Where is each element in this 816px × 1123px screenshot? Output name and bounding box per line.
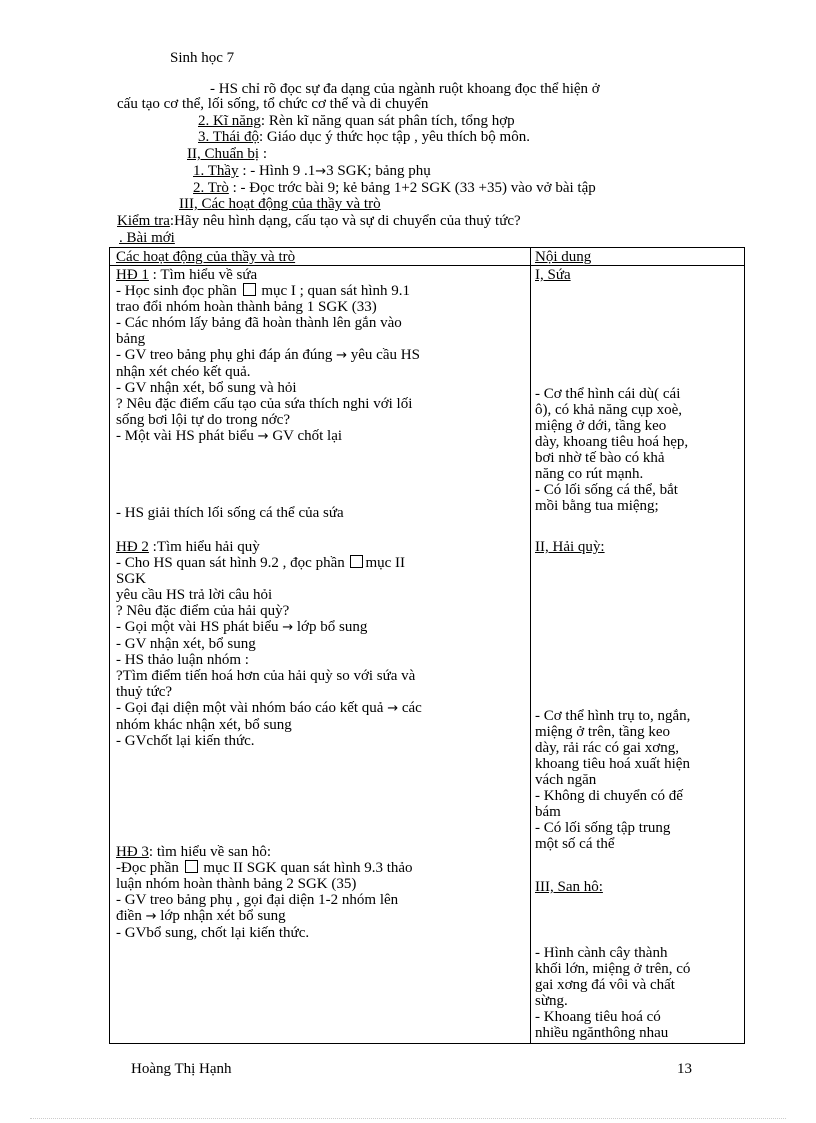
- hd2-text: - GVchốt lại kiến thức.: [116, 733, 255, 749]
- hd1-text: - Một vài HS phát biểu: [116, 428, 258, 444]
- check-line: [117, 213, 521, 230]
- hd2-text: yêu cầu HS trả lời câu hỏi: [116, 587, 273, 603]
- content-line: dày, rải rác có gai xơng,: [535, 740, 679, 756]
- content-line: mồi bằng tua miệng;: [535, 498, 659, 514]
- hd3-label: HĐ 3: [116, 844, 149, 860]
- student-line: [193, 180, 596, 197]
- content-line: - Cơ thể hình cái dù( cái: [535, 386, 681, 402]
- hd1-text: - Học sinh đọc phần: [116, 283, 241, 299]
- hd1-text: ? Nêu đặc điểm cấu tạo của sứa thích nghi với lối: [116, 396, 413, 412]
- content-line: sừng.: [535, 993, 568, 1009]
- header-right: Nội dung: [535, 249, 592, 265]
- hd1-block: [116, 267, 524, 445]
- arrow-icon: →: [336, 348, 348, 363]
- prep-title: II, Chuẩn bị: [187, 146, 260, 162]
- checkbox-icon: [243, 283, 256, 296]
- hd3-text: -Đọc phần: [116, 860, 183, 876]
- hd1-text: - GV nhận xét, bổ sung và hỏi: [116, 380, 297, 396]
- hd1-text: mục I ; quan sát hình 9.1: [257, 283, 411, 299]
- footer-author: Hoàng Thị Hạnh: [131, 1061, 232, 1077]
- hd1-text: yêu cầu HS: [347, 347, 420, 363]
- section-title-coral: III, San hô:: [535, 879, 603, 895]
- content-line: - Cơ thể hình trụ to, ngắn,: [535, 708, 691, 724]
- hd2-title: :Tìm hiểu hải quỳ: [148, 539, 260, 555]
- hd2-text: các: [398, 700, 422, 716]
- hd1-text: trao đổi nhóm hoàn thành bảng 1 SGK (33): [116, 299, 377, 315]
- hd1-text: - GV treo bảng phụ ghi đáp án đúng: [116, 347, 337, 363]
- arrow-icon: →: [315, 164, 327, 179]
- attitude-label: 3. Thái độ: [198, 129, 259, 145]
- skill-label: 2. Kĩ năng: [198, 113, 261, 129]
- content-line: bám: [535, 804, 561, 820]
- hd2-text: lớp bổ sung: [293, 619, 368, 635]
- content-line: - Hình cành cây thành: [535, 945, 668, 961]
- hd1-text: sống bơi lội tự do trong nớc?: [116, 412, 290, 428]
- header-divider: [110, 265, 744, 266]
- content-line: - Có lối sống cá thể, bắt: [535, 482, 678, 498]
- hd2-text: - Gọi đại diện một vài nhóm báo cáo kết quả: [116, 700, 388, 716]
- column-divider: [530, 248, 531, 1043]
- hd2-label: HĐ 2: [116, 539, 149, 555]
- content-line: một số cá thể: [535, 836, 615, 852]
- attitude-line: [198, 129, 530, 146]
- content-line: ô), có khả năng cụp xoè,: [535, 402, 683, 418]
- student-label: 2. Trò: [193, 180, 229, 196]
- content-line: miệng ở dới, tầng keo: [535, 418, 667, 434]
- check-text: :Hãy nêu hình dạng, cấu tạo và sự di chuyển của thuỷ tức?: [169, 213, 521, 229]
- hd1-text: nhận xét chéo kết quả.: [116, 364, 251, 380]
- activities-title: III, Các hoạt động của thầy và trò: [179, 196, 381, 212]
- page-number: 13: [677, 1061, 692, 1077]
- arrow-icon: →: [145, 909, 157, 924]
- hd3-block: [116, 844, 524, 941]
- checkbox-icon: [185, 860, 198, 873]
- section-title-jellyfish: I, Sứa: [535, 267, 571, 283]
- teacher-label: 1. Thầy: [193, 163, 239, 179]
- prep-heading: [187, 146, 267, 163]
- hd1-title: : Tìm hiểu về sứa: [148, 267, 258, 283]
- hd3-text: lớp nhận xét bổ sung: [156, 908, 286, 924]
- content-line: dày, khoang tiêu hoá hẹp,: [535, 434, 689, 450]
- content-sea-anemone: [535, 708, 741, 852]
- header-left: Các hoạt động của thầy và trò: [116, 249, 296, 265]
- hd2-text: - HS thảo luận nhóm :: [116, 652, 249, 668]
- hd3-title: : tìm hiểu về san hô:: [148, 844, 271, 860]
- content-line: năng co rút mạnh.: [535, 466, 644, 482]
- section-title-sea-anemone: II, Hải quỳ:: [535, 539, 605, 555]
- hd1-label: HĐ 1: [116, 267, 149, 283]
- hd3-text: luận nhóm hoàn thành bảng 2 SGK (35): [116, 876, 357, 892]
- arrow-icon: →: [387, 701, 399, 716]
- objective-line: cấu tạo cơ thể, lối sống, tổ chức cơ thể và di chuyển: [117, 96, 429, 112]
- hd2-text: - GV nhận xét, bổ sung: [116, 636, 256, 652]
- objective-line: - HS chỉ rõ đọc sự đa dạng của ngành ruột khoang đọc thể hiện ở: [210, 81, 600, 97]
- hd2-text: ? Nêu đặc điểm của hải quỳ?: [116, 603, 290, 619]
- hd2-text: - Cho HS quan sát hình 9.2 , đọc phần: [116, 555, 349, 571]
- check-label: Kiểm tra: [117, 213, 170, 229]
- content-line: vách ngăn: [535, 772, 597, 788]
- content-line: - Khoang tiêu hoá có: [535, 1009, 661, 1025]
- skill-text: : Rèn kĩ năng quan sát phân tích, tổng hợp: [260, 113, 515, 129]
- content-line: nhiều ngănthông nhau: [535, 1025, 669, 1041]
- content-line: miệng ở trên, tầng keo: [535, 724, 670, 740]
- lesson-table: [109, 247, 745, 1044]
- hd1-text: - HS giải thích lối sống cá thể của sứa: [116, 505, 344, 521]
- hd3-text: mục II SGK quan sát hình 9.3 thảo: [199, 860, 413, 876]
- hd1-text: GV chốt lại: [268, 428, 343, 444]
- arrow-icon: →: [282, 620, 294, 635]
- content-line: khối lớn, miệng ở trên, có: [535, 961, 691, 977]
- hd2-text: SGK: [116, 571, 147, 587]
- hd3-text: - GV treo bảng phụ , gọi đại diện 1-2 nhóm lên: [116, 892, 399, 908]
- student-text: : - Đọc trớc bài 9; kẻ bảng 1+2 SGK (33 +35) vào vở bài tập: [228, 180, 596, 196]
- subject-header: Sinh học 7: [170, 50, 235, 66]
- teacher-line: [193, 163, 431, 180]
- hd2-text: mục II: [365, 555, 406, 571]
- content-line: khoang tiêu hoá xuất hiện: [535, 756, 690, 772]
- hd2-block: [116, 539, 524, 749]
- content-line: bơi nhờ tế bào có khả: [535, 450, 665, 466]
- checkbox-icon: [350, 555, 363, 568]
- teacher-text: 3 SGK; bảng phụ: [326, 163, 431, 179]
- hd1-text: - Các nhóm lấy bảng đã hoàn thành lên gắn vào: [116, 315, 402, 331]
- prep-colon: :: [259, 146, 267, 162]
- teacher-text: : - Hình 9 .1: [238, 163, 316, 179]
- content-line: gai xơng đá vôi và chất: [535, 977, 675, 993]
- content-line: - Không di chuyển có đế: [535, 788, 683, 804]
- hd2-text: thuỷ tức?: [116, 684, 173, 700]
- attitude-text: : Giáo dục ý thức học tập , yêu thích bộ môn.: [258, 129, 530, 145]
- content-line: - Có lối sống tập trung: [535, 820, 671, 836]
- page-edge: [30, 1118, 786, 1119]
- new-lesson: . Bài mới: [119, 230, 175, 246]
- hd2-text: nhóm khác nhận xét, bổ sung: [116, 717, 292, 733]
- skill-line: [198, 113, 515, 130]
- hd2-text: - Gọi một vài HS phát biểu: [116, 619, 283, 635]
- hd3-text: - GVbổ sung, chốt lại kiến thức.: [116, 925, 310, 941]
- hd2-text: ?Tìm điểm tiến hoá hơn của hải quỳ so với sứa và: [116, 668, 416, 684]
- arrow-icon: →: [257, 429, 269, 444]
- hd3-text: điền: [116, 908, 146, 924]
- content-jellyfish: [535, 386, 741, 514]
- hd1-text: bảng: [116, 331, 146, 347]
- content-coral: [535, 945, 741, 1041]
